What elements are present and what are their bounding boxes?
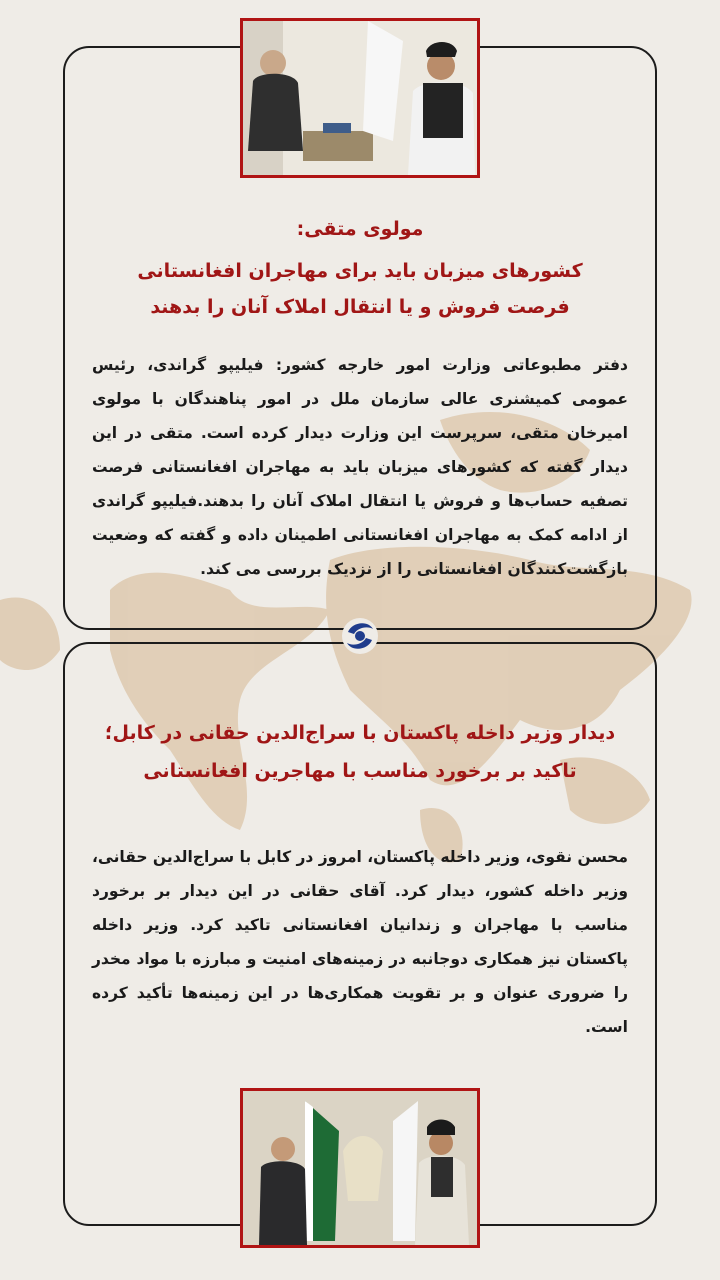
story2-headline-line1: دیدار وزیر داخله پاکستان با سراج‌الدین حقانی در کابل؛: [104, 722, 616, 744]
story1-body: دفتر مطبوعاتی وزارت امور خارجه کشور: فیلیپو گراندی، رئیس عمومی کمیشنری عالی سازمان ملل در امور پناهندگان با مولوی امیرخان متقی، سرپرست این وزارت دیدار کرده است. متقی در این دیدار گفته که کشورهای میزبان باید به مهاجران افغانستانی فرصت تصفیه حساب‌ها و فروش یا انتقال املاک آنان را بدهند.فیلیپو گراندی از ادامه کمک به مهاجران افغانستانی اطمینان داده و گفته که وضعیت بازگشت‌کنندگان افغانستانی را از نزدیک بررسی می کند.: [92, 356, 628, 578]
meeting-photo-top: [240, 18, 480, 178]
story1-headline-line1: کشورهای میزبان باید برای مهاجران افغانستانی: [137, 260, 583, 282]
story1-headline-line2: فرصت فروش و یا انتقال املاک آنان را بدهند: [150, 296, 570, 318]
meeting-photo-bottom: [240, 1088, 480, 1248]
story1-speaker-name: مولوی متقی:: [296, 218, 424, 240]
story2-headline-line2: تاکید بر برخورد مناسب با مهاجرین افغانستانی: [143, 760, 577, 782]
story2-body: محسن نقوی، وزیر داخله پاکستان، امروز در کابل با سراج‌الدین حقانی، وزیر داخله کشور، دیدار کرد. آقای حقانی در این دیدار بر برخورد مناسب با مهاجران و زندانیان افغانستانی تاکید کرد. وزیر داخله پاکستان نیز همکاری دوجانبه در زمینه‌های امنیت و مبارزه با مواد مخدر را ضروری عنوان و بر تقویت همکاری‌ها در این زمینه‌ها تأکید کرده است.: [92, 848, 628, 1036]
agency-logo-icon: [340, 616, 380, 656]
